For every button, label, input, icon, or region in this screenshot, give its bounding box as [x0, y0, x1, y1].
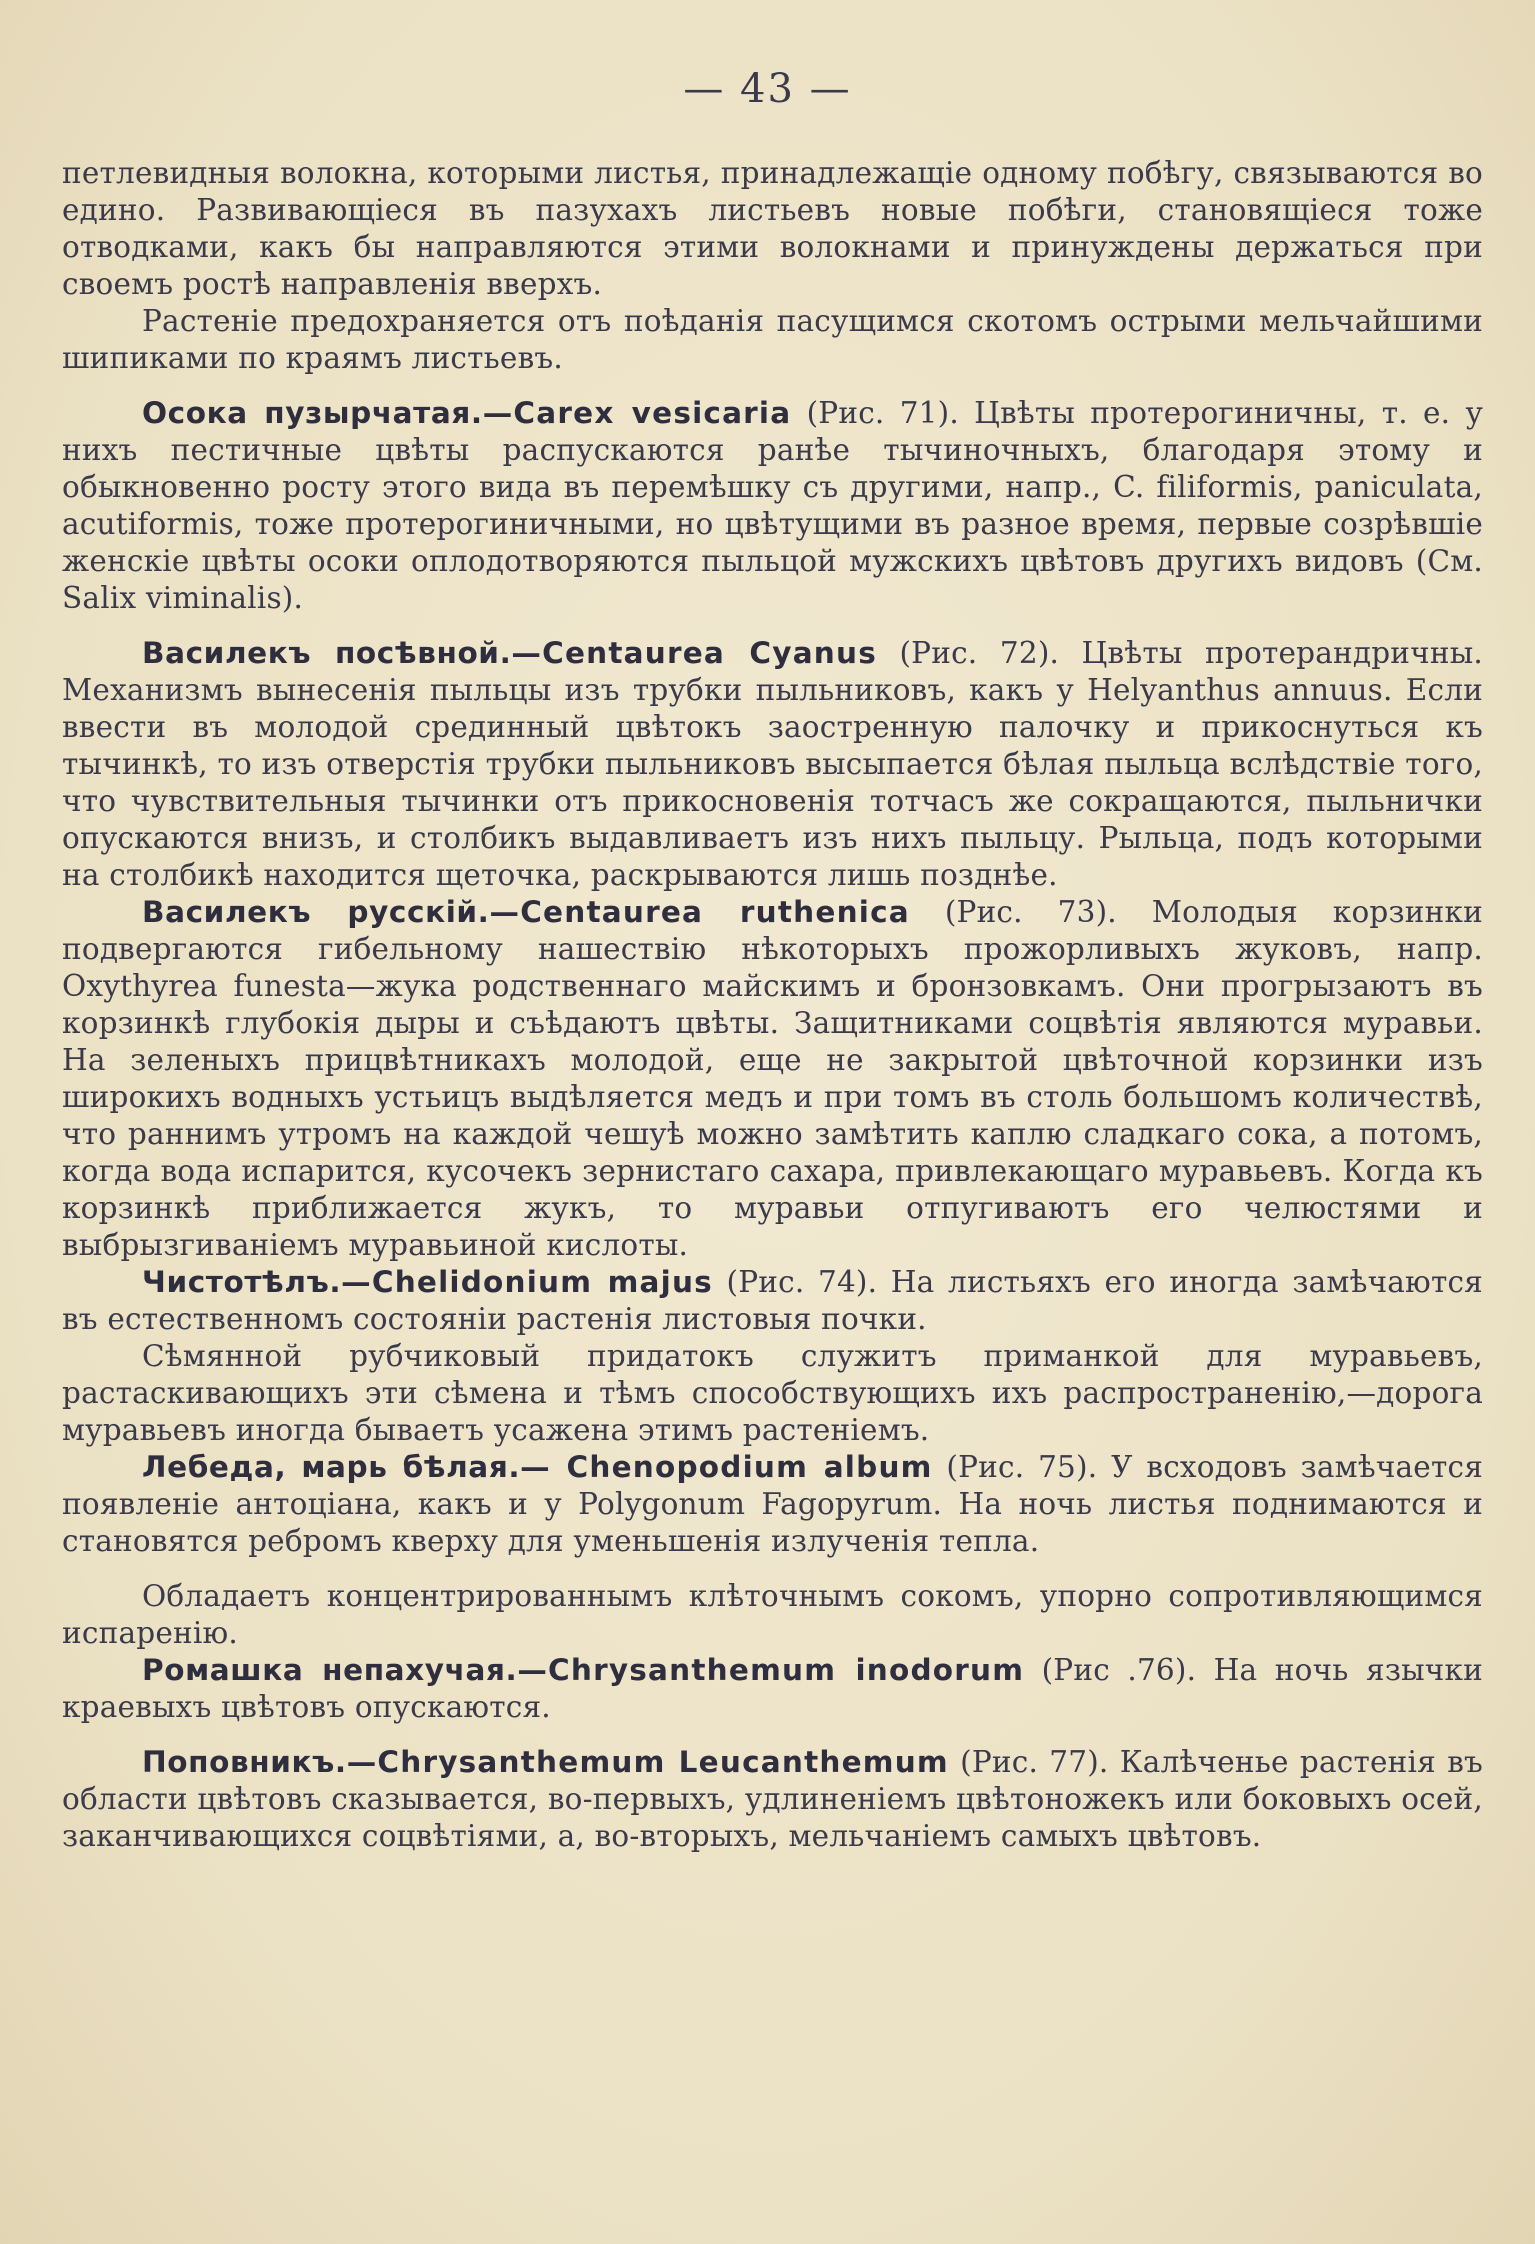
- paragraph-text: Сѣмянной рубчиковый придатокъ служитъ приманкой для муравьевъ, растаскивающихъ эти сѣмена и тѣмъ способствующихъ ихъ распространенію,—дорога муравьевъ иногда бываетъ усажена этимъ растеніемъ.: [62, 1339, 1483, 1447]
- entry-chrysanthemum-inodorum: [62, 1652, 1483, 1726]
- entry-centaurea-ruthenica: [62, 894, 1483, 1264]
- entry-term: Лебеда, марь бѣлая.: [142, 1450, 521, 1484]
- entry-chelidonium: [62, 1264, 1483, 1338]
- entry-chrysanthemum-leucanthemum: [62, 1744, 1483, 1855]
- paragraph-text: Растеніе предохраняется отъ поѣданія пасущимся скотомъ острыми мельчайшими шипиками по краямъ листьевъ.: [62, 304, 1483, 375]
- paragraph-protection: [62, 303, 1483, 377]
- entry-centaurea-cyanus: [62, 635, 1483, 894]
- entry-latin-name: —Carex vesicaria: [482, 396, 792, 430]
- entry-text: (Рис. 73). Молодыя корзинки подвергаются гибельному нашествію нѣкоторыхъ прожорливыхъ жуковъ, напр. Oxythyrea funesta—жука родственнаго майскимъ и бронзовкамъ. Они прогрызаютъ въ корзинкѣ глубокія дыры и съѣдаютъ цвѣты. Защитниками соцвѣтія являются муравьи. На зеленыхъ прицвѣтникахъ молодой, еще не закрытой цвѣточной корзинки изъ широкихъ водныхъ устьицъ выдѣляется медъ и при томъ въ столь большомъ количествѣ, что раннимъ утромъ на каждой чешуѣ можно замѣтить каплю сладкаго сока, а потомъ, когда вода испарится, кусочекъ зернистаго сахара, привлекающаго муравьевъ. Когда къ корзинкѣ приближается жукъ, то муравьи отпугиваютъ его челюстями и выбрызгиваніемъ муравьиной кислоты.: [62, 895, 1483, 1262]
- entry-carex: [62, 395, 1483, 617]
- paragraph-seeds: [62, 1338, 1483, 1449]
- entry-latin-name: —Chelidonium majus: [341, 1265, 713, 1299]
- page-number: — 43 —: [683, 66, 852, 112]
- entry-text: (Рис. 72). Цвѣты протерандричны. Механизмъ вынесенія пыльцы изъ трубки пыльниковъ, какъ у Helyanthus annuus. Если ввести въ молодой срединный цвѣтокъ заостренную палочку и прикоснуться къ тычинкѣ, то изъ отверстія трубки пыльниковъ высыпается бѣлая пыльца вслѣдствіе того, что чувствительныя тычинки отъ прикосновенія тотчасъ же сокращаются, пыльнички опускаются внизъ, и столбикъ выдавливаетъ изъ нихъ пыльцу. Рыльца, подъ которыми на столбикѣ находится щеточка, раскрываются лишь позднѣе.: [62, 636, 1483, 892]
- entry-text: (Рис. 77). Калѣченье растенія въ области цвѣтовъ сказывается, во-первыхъ, удлиненіемъ цвѣтоножекъ или боковыхъ осей, заканчивающихся соцвѣтіями, а, во-вторыхъ, мельчаніемъ самыхъ цвѣтовъ.: [62, 1745, 1483, 1853]
- entry-latin-name: —Chrysanthemum Leucanthemum: [346, 1745, 949, 1779]
- entry-term: Василекъ посѣвной.: [142, 636, 512, 670]
- entry-latin-name: —Centaurea ruthenica: [489, 895, 910, 929]
- entry-term: Ромашка непахучая.: [142, 1653, 518, 1687]
- entry-chenopodium: [62, 1449, 1483, 1560]
- paragraph-cell-sap: [62, 1578, 1483, 1652]
- paragraph-text: Обладаетъ концентрированнымъ клѣточнымъ сокомъ, упорно сопротивляющимся испаренію.: [62, 1579, 1483, 1650]
- entry-term: Осока пузырчатая.: [142, 396, 483, 430]
- entry-text: (Рис. 71). Цвѣты протерогиничны, т. е. у нихъ пестичные цвѣты распускаются ранѣе тычиночныхъ, благодаря этому и обыкновенно росту этого вида въ перемѣшку съ другими, напр., C. filiformis, paniculata, acutiformis, тоже протерогиничными, но цвѣтущими въ разное время, первые созрѣвшіе женскіе цвѣты осоки оплодотворяются пыльцой мужскихъ цвѣтовъ другихъ видовъ (См. Salix viminalis).: [62, 396, 1484, 615]
- entry-text: (Рис. 74). На листьяхъ его иногда замѣчаются въ естественномъ состояніи растенія листовыя почки.: [62, 1265, 1483, 1336]
- entry-latin-name: —Centaurea Cyanus: [511, 636, 877, 670]
- entry-term: Поповникъ.: [142, 1745, 347, 1779]
- entry-term: Чистотѣлъ.: [142, 1265, 342, 1299]
- entry-term: Василекъ русскій.: [142, 895, 490, 929]
- entry-text: (Рис. 75). У всходовъ замѣчается появленіе антоціана, какъ и у Polygonum Fagopyrum. На ночь листья поднимаются и становятся ребромъ кверху для уменьшенія излученія тепла.: [62, 1450, 1484, 1558]
- entry-text: (Рис .76). На ночь язычки краевыхъ цвѣтовъ опускаются.: [62, 1653, 1483, 1724]
- entry-latin-name: — Chenopodium album: [520, 1450, 933, 1484]
- paragraph-fibers: [62, 155, 1483, 303]
- entry-latin-name: —Chrysanthemum inodorum: [517, 1653, 1025, 1687]
- paragraph-text: петлевидныя волокна, которыми листья, принадлежащіе одному побѣгу, связываются во едино. Развивающіеся въ пазухахъ листьевъ новые побѣги, становящіеся тоже отводками, какъ бы направляются этими волокнами и принуждены держаться при своемъ ростѣ направленія вверхъ.: [62, 156, 1483, 301]
